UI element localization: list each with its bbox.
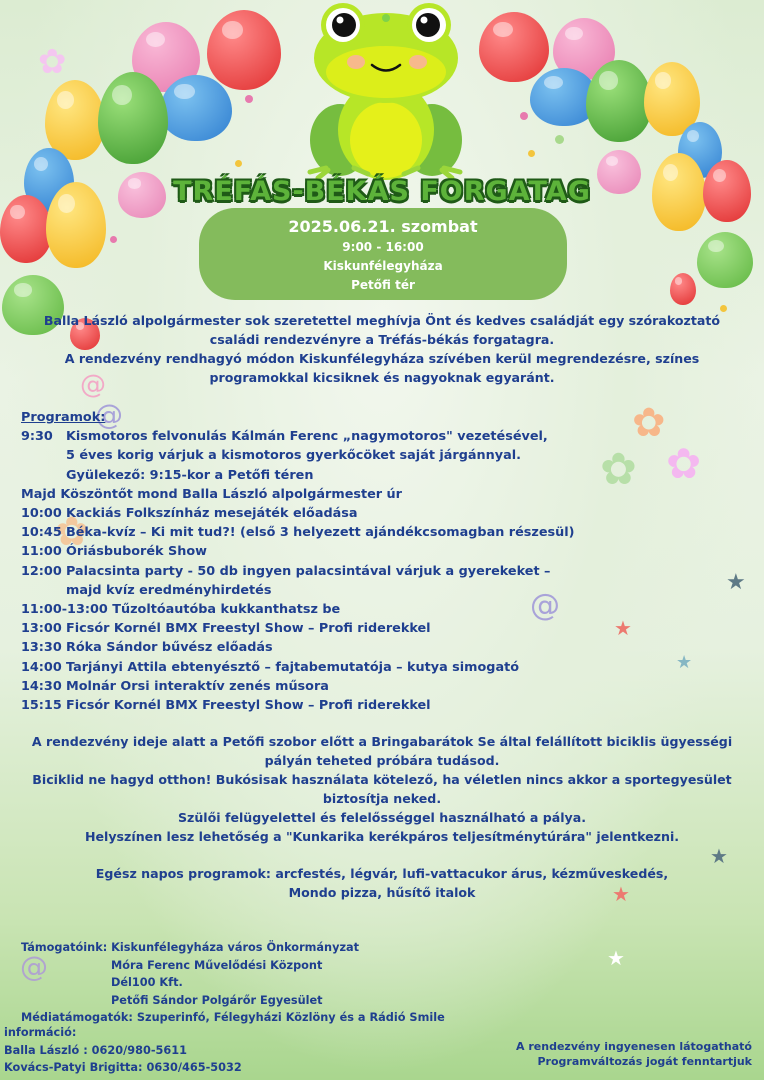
frog-illustration [298, 0, 474, 180]
program-time: 15:15 [21, 698, 62, 714]
program-text: Kismotoros felvonulás Kálmán Ferenc „nagymotoros" vezetésével, [66, 429, 548, 445]
program-time: 12:00 [21, 563, 62, 579]
balloon-red [479, 12, 549, 82]
program-text: majd kvíz eredményhirdetés [66, 582, 272, 598]
balloon-red [207, 10, 281, 90]
program-time: 10:45 [21, 525, 62, 541]
spiral-icon: @ [530, 588, 560, 623]
all-day-line: Egész napos programok: arcfestés, légvár, lufi-vattacukor árus, kézműveskedés, [95, 866, 669, 881]
program-item [21, 619, 621, 638]
spiral-icon: @ [20, 950, 48, 983]
intro-line: Balla László alpolgármester sok szeretettel meghívja Önt és kedves családját egy szórakoztató [43, 313, 721, 328]
intro-paragraph [10, 311, 754, 387]
program-heading: Programok: [21, 410, 106, 425]
program-time: 13:30 [21, 640, 62, 656]
star-icon: ★ [710, 844, 728, 868]
program-text: Tarjányi Attila ebtenyésztő – fajtabemutatója – kutya simogató [66, 659, 520, 675]
contact-person: Kovács-Patyi Brigitta: 0630/465-5032 [4, 1061, 242, 1074]
intro-line: programokkal kicsiknek és nagyoknak egyaránt. [209, 370, 555, 385]
balloon-green [98, 72, 168, 164]
bike-info-line: pályán teheted próbára tudásod. [264, 753, 500, 768]
sponsor-item: Kiskunfélegyháza város Önkormányzat [111, 941, 360, 954]
star-icon: ★ [676, 652, 693, 673]
footer-notes [516, 1040, 752, 1069]
program-text: Ficsór Kornél BMX Freestyl Show – Profi riderekkel [66, 621, 431, 637]
event-venue: Petőfi tér [351, 278, 415, 292]
balloon-blue [160, 75, 232, 141]
program-time: 13:00 [21, 621, 62, 637]
program-item [21, 466, 621, 485]
contact-section [4, 1024, 242, 1077]
contact-person: Balla László : 0620/980-5611 [4, 1043, 187, 1057]
confetti-dot [245, 95, 253, 103]
sponsors-section [21, 939, 445, 1027]
program-text: Molnár Orsi interaktív zenés műsora [66, 678, 329, 694]
program-item [21, 542, 621, 561]
program-item [21, 658, 621, 677]
program-text: 5 éves korig várjuk a kismotoros gyerkőcöket saját járgánnyal. [66, 448, 521, 464]
intro-line: családi rendezvényre a Tréfás-békás forgatagra. [209, 332, 555, 347]
program-item [21, 581, 621, 600]
bike-info-line: Szülői felügyelettel és felelősséggel használható a pálya. [177, 810, 587, 825]
program-time: 11:00 [21, 544, 62, 560]
bike-info-paragraph [10, 732, 754, 846]
sponsor-item: Móra Ferenc Művelődési Központ [111, 958, 323, 972]
event-city: Kiskunfélegyháza [323, 259, 443, 273]
star-icon: ★ [726, 570, 746, 595]
event-title: TRÉFÁS-BÉKÁS FORGATAG [173, 176, 591, 207]
confetti-dot [528, 150, 535, 157]
balloon-green [586, 60, 652, 142]
spiral-icon: @ [95, 398, 123, 431]
program-text: Óriásbuborék Show [66, 544, 207, 560]
program-item [21, 562, 621, 581]
program-item [21, 523, 621, 542]
sponsor-item: Petőfi Sándor Polgárőr Egyesület [111, 993, 323, 1007]
flower-pink-icon: ✿ [38, 42, 67, 82]
star-icon: ★ [612, 882, 630, 906]
program-time: 14:00 [21, 659, 62, 675]
bike-info-line: Helyszínen lesz lehetőség a "Kunkarika kerékpáros teljesítménytúrára" jelentkezni. [84, 829, 680, 844]
program-item [21, 427, 621, 446]
program-time: 10:00 [21, 506, 62, 522]
program-item [21, 638, 621, 657]
confetti-dot [520, 112, 528, 120]
program-text: Béka-kvíz – Ki mit tud?! (első 3 helyezett ajándékcsomagban részesül) [66, 525, 575, 541]
bike-info-line: Biciklid ne hagyd otthon! Bukósisak használata kötelező, ha véletlen nincs akkor a sportegyesület [32, 772, 732, 787]
bike-info-line: A rendezvény ideje alatt a Petőfi szobor előtt a Bringabarátok Se által felállított biciklis ügyességi [31, 734, 733, 749]
event-info-box [199, 208, 567, 300]
program-text: Kackiás Folkszínház mesejáték előadása [66, 506, 358, 522]
bike-info-line: biztosítja neked. [322, 791, 442, 806]
program-item [21, 446, 621, 465]
media-sponsors: Médiatámogatók: Szuperinfó, Félegyházi Közlöny és a Rádió Smile [21, 1011, 445, 1024]
all-day-line: Mondo pizza, hűsítő italok [288, 885, 476, 900]
contact-label: információ: [4, 1026, 77, 1039]
free-entry-note: A rendezvény ingyenesen látogatható [516, 1040, 752, 1053]
balloon-green [697, 232, 753, 288]
confetti-dot [110, 236, 117, 243]
program-item [21, 504, 621, 523]
program-text: Majd Köszöntőt mond Balla László alpolgármester úr [21, 486, 402, 502]
program-list [21, 408, 621, 715]
flower-green-icon: ✿ [600, 444, 637, 495]
program-text: Palacsinta party - 50 db ingyen palacsintával várjuk a gyerekeket – [66, 563, 551, 579]
flower-orange-icon: ✿ [632, 400, 666, 446]
all-day-programs [10, 864, 754, 902]
spiral-icon: @ [80, 370, 106, 400]
program-item [21, 485, 621, 504]
event-time: 9:00 - 16:00 [342, 240, 424, 254]
sponsor-item: Dél100 Kft. [111, 976, 183, 989]
program-change-note: Programváltozás jogát fenntartjuk [537, 1054, 752, 1068]
program-item [21, 696, 621, 715]
program-time: 9:30 [21, 429, 53, 445]
program-time: 14:30 [21, 678, 62, 694]
event-date: 2025.06.21. szombat [288, 217, 478, 236]
program-text: Ficsór Kornél BMX Freestyl Show – Profi riderekkel [66, 698, 431, 714]
program-text: Gyülekező: 9:15-kor a Petőfi téren [66, 467, 314, 483]
star-icon: ★ [614, 616, 632, 640]
confetti-dot [555, 135, 564, 144]
flower-pink-icon: ✿ [666, 439, 702, 488]
intro-line: A rendezvény rendhagyó módon Kiskunfélegyháza szívében kerül megrendezésre, színes [64, 351, 700, 366]
balloon-red [670, 273, 696, 305]
star-icon: ★ [607, 946, 625, 970]
program-text: Róka Sándor bűvész előadás [66, 640, 273, 656]
program-item [21, 600, 621, 619]
flower-orange-icon: ✿ [55, 509, 89, 555]
program-item [21, 677, 621, 696]
program-text: 11:00-13:00 Tűzoltóautóba kukkanthatsz be [21, 602, 341, 618]
sponsors-label: Támogatóink: [21, 941, 108, 954]
confetti-dot [235, 160, 242, 167]
